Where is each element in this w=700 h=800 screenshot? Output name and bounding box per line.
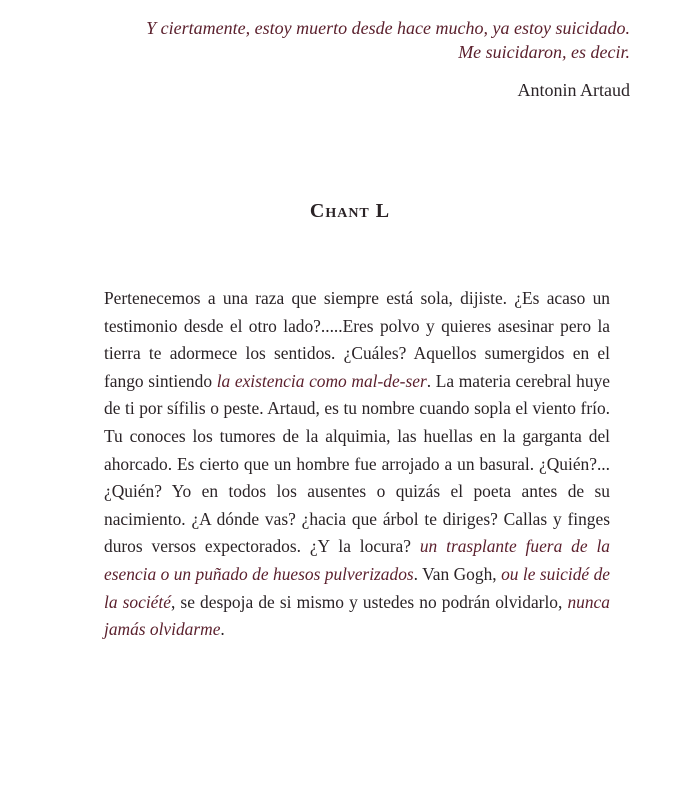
body-text-segment: , se despoja de si mismo y ustedes no podrán olvidarlo, (170, 591, 568, 612)
epigraph-author: Antonin Artaud (517, 80, 630, 100)
body-text-segment: . Van Gogh, (413, 563, 502, 584)
chapter-title: Chant L (309, 200, 391, 222)
epigraph-line-2: Me suicidaron, es decir. (458, 42, 630, 62)
body-text-segment: . La materia cerebral huye de ti por sífilis o peste. Artaud, es tu nombre cuando sopla el viento frío. Tu conoces los tumores de la alquimia, las huellas en la garganta del ahorcado. Es cierto que un hombre fue arrojado a un basural. ¿Quién?...¿Quién? Yo en todos los ausentes o quizás el poeta antes de su nacimiento. ¿A dónde vas? ¿hacia que árbol te diriges? Callas y finges duros versos expectorados. ¿Y la locura? (104, 370, 610, 557)
body-italic-segment: ou le suicidé de la société (104, 563, 610, 612)
body-italic-segment: nunca jamás olvidarme (104, 591, 610, 640)
body-italic-segment: un trasplante fuera de la esencia o un puñado de huesos pulverizados (104, 536, 610, 584)
epigraph-line-1: Y ciertamente, estoy muerto desde hace mucho, ya estoy suicidado. (146, 18, 630, 38)
body-text-segment: Pertenecemos a una raza que siempre está sola, dijiste. ¿Es acaso un testimonio desde el otro lado?.....Eres polvo y quieres asesinar pero la tierra te adormece los sentidos. ¿Cuáles? Aquellos sumergidos en el fango sintiendo (104, 288, 610, 391)
body-italic-segment: la existencia como mal-de-ser (216, 370, 427, 391)
body-text-segment: . (220, 619, 225, 640)
epigraph (70, 16, 630, 102)
body-paragraph (104, 285, 610, 644)
